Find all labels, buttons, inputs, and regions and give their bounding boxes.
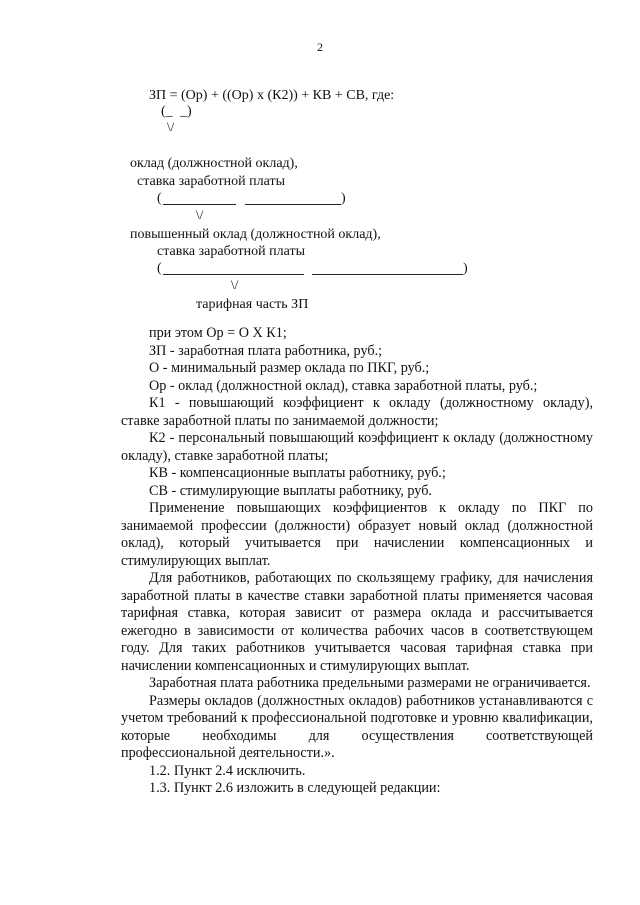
paragraph: 1.3. Пункт 2.6 изложить в следующей редакции: — [149, 780, 441, 796]
paragraph: 1.2. Пункт 2.4 исключить. — [149, 762, 306, 779]
paragraph: СВ - стимулирующие выплаты работнику, руб. — [149, 482, 432, 499]
paragraph: К2 - персональный повышающий коэффициент к окладу (должностному окладу), ставке заработной платы; — [121, 430, 593, 464]
formula-underbrace-close: _) — [180, 104, 192, 119]
paragraph: Для работников, работающих по скользящему графику, для начисления заработной платы в качестве ставки заработной платы применяется часовая тарифная ставка, которая зависит от размера оклада и рассчитывается ежегодно в зависимости от количества рабочих часов в соответствующем году. Для таких работников учитывается часовая тарифная ставка при начислении компенсационных и стимулирующих выплат. — [121, 570, 593, 674]
label-stavka: ставка заработной платы — [137, 174, 285, 189]
arrow-down-icon: \/ — [231, 277, 239, 292]
paragraph: Заработная плата работника предельными размерами не ограничивается. — [149, 675, 591, 691]
brace-line-1b — [245, 204, 341, 205]
label-oklad: оклад (должностной оклад), — [130, 156, 298, 171]
document-body — [121, 325, 593, 798]
paragraph: О - минимальный размер оклада по ПКГ, руб.; — [149, 360, 430, 376]
paren-open-1: ( — [157, 191, 162, 206]
brace-line-1a — [163, 204, 236, 205]
paragraph: КВ - компенсационные выплаты работнику, руб.; — [149, 465, 446, 481]
paren-open-2: ( — [157, 261, 162, 276]
paren-close-1: ) — [341, 191, 346, 206]
brace-line-2b — [312, 274, 463, 275]
paragraph: Размеры окладов (должностных окладов) работников устанавливаются с учетом требований к профессиональной подготовке и уровню квалификации, которые необходимы для осуществления соответствующей профессиональной деятельности.». — [121, 692, 593, 761]
paragraph: Применение повышающих коэффициентов к окладу по ПКГ по занимаемой профессии (должности) образует новый оклад (должностной оклад), который учитывается при начислении компенсационных и стимулирующих выплат. — [121, 500, 593, 569]
arrow-down-icon: \/ — [167, 119, 175, 134]
arrow-down-icon: \/ — [196, 207, 204, 222]
paragraph: Ор - оклад (должностной оклад), ставка заработной платы, руб.; — [149, 377, 538, 394]
paren-close-2: ) — [463, 261, 468, 276]
label-povysh: повышенный оклад (должностной оклад), — [130, 227, 381, 242]
formula-main: ЗП = (Ор) + ((Ор) х (К2)) + КВ + СВ, где: — [149, 88, 395, 103]
paragraph: ЗП - заработная плата работника, руб.; — [149, 342, 383, 359]
brace-line-2a — [163, 274, 304, 275]
paragraph: при этом Ор = О Х К1; — [149, 325, 287, 341]
page-number: 2 — [317, 40, 323, 54]
label-stavka-2: ставка заработной платы — [157, 244, 305, 259]
label-tarif: тарифная часть ЗП — [196, 297, 309, 312]
formula-underbrace-open: (_ — [161, 104, 173, 119]
paragraph: К1 - повышающий коэффициент к окладу (должностному окладу), ставке заработной платы по занимаемой должности; — [121, 395, 593, 429]
